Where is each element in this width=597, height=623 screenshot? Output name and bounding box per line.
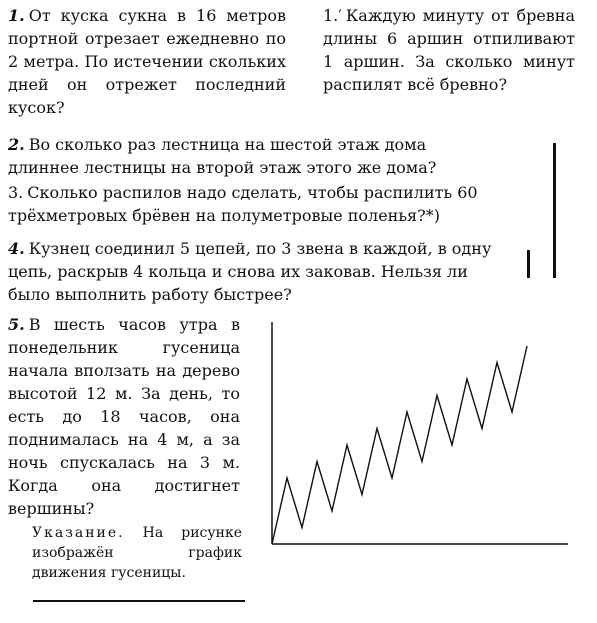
problem-1-prime: [323, 4, 575, 96]
problem-number: 1.: [8, 6, 25, 25]
problem-4: [8, 237, 496, 306]
problem-text: В шесть часов утра в понедельник гусеница начала вползать на дерево высотой 12 м. За день, то есть до 18 часов, она поднималась на 4 м, а за ночь спускалась на 3 м. Когда она достигнет вершины?: [8, 315, 240, 518]
margin-bracket-large: [553, 143, 556, 278]
problem-3: [8, 181, 496, 227]
margin-bracket-small: [527, 250, 530, 278]
problem-1: [8, 4, 286, 119]
problem-number: 5.: [8, 315, 25, 334]
problem-number: 3.: [8, 183, 24, 202]
hint-label: Указание.: [32, 525, 125, 541]
problem-text: Сколько распилов надо сделать, чтобы распилить 60 трёхметровых брёвен на полуметровые поленья?*): [8, 183, 478, 225]
problem-text: Кузнец соединил 5 цепей, по 3 звена в каждой, в одну цепь, раскрыв 4 кольца и снова их заковав. Нельзя ли было выполнить работу быстрее?: [8, 239, 492, 304]
problem-text: От куска сукна в 16 метров портной отрезает ежедневно по 2 метра. По истечении скольких дней он отрежет последний кусок?: [8, 6, 286, 117]
problem-5: [8, 313, 240, 520]
footnote-rule: [33, 600, 245, 602]
problem-number: 4.: [8, 239, 25, 258]
problem-number: 2.: [8, 135, 25, 154]
hint-text: На рисунке изображён график движения гусеницы.: [32, 525, 243, 581]
problem-text: Во сколько раз лестница на шестой этаж дома длиннее лестницы на второй этаж этого же дома?: [8, 135, 437, 177]
problem-text: Каждую минуту от бревна длины 6 аршин отпиливают 1 аршин. За сколько минут распилят всё бревно?: [323, 6, 575, 94]
problem-number: 1.′: [323, 6, 342, 25]
caterpillar-graph: [262, 318, 572, 550]
hint: [32, 523, 242, 583]
problem-2: [8, 133, 496, 179]
graph-zigzag-line: [272, 346, 527, 544]
